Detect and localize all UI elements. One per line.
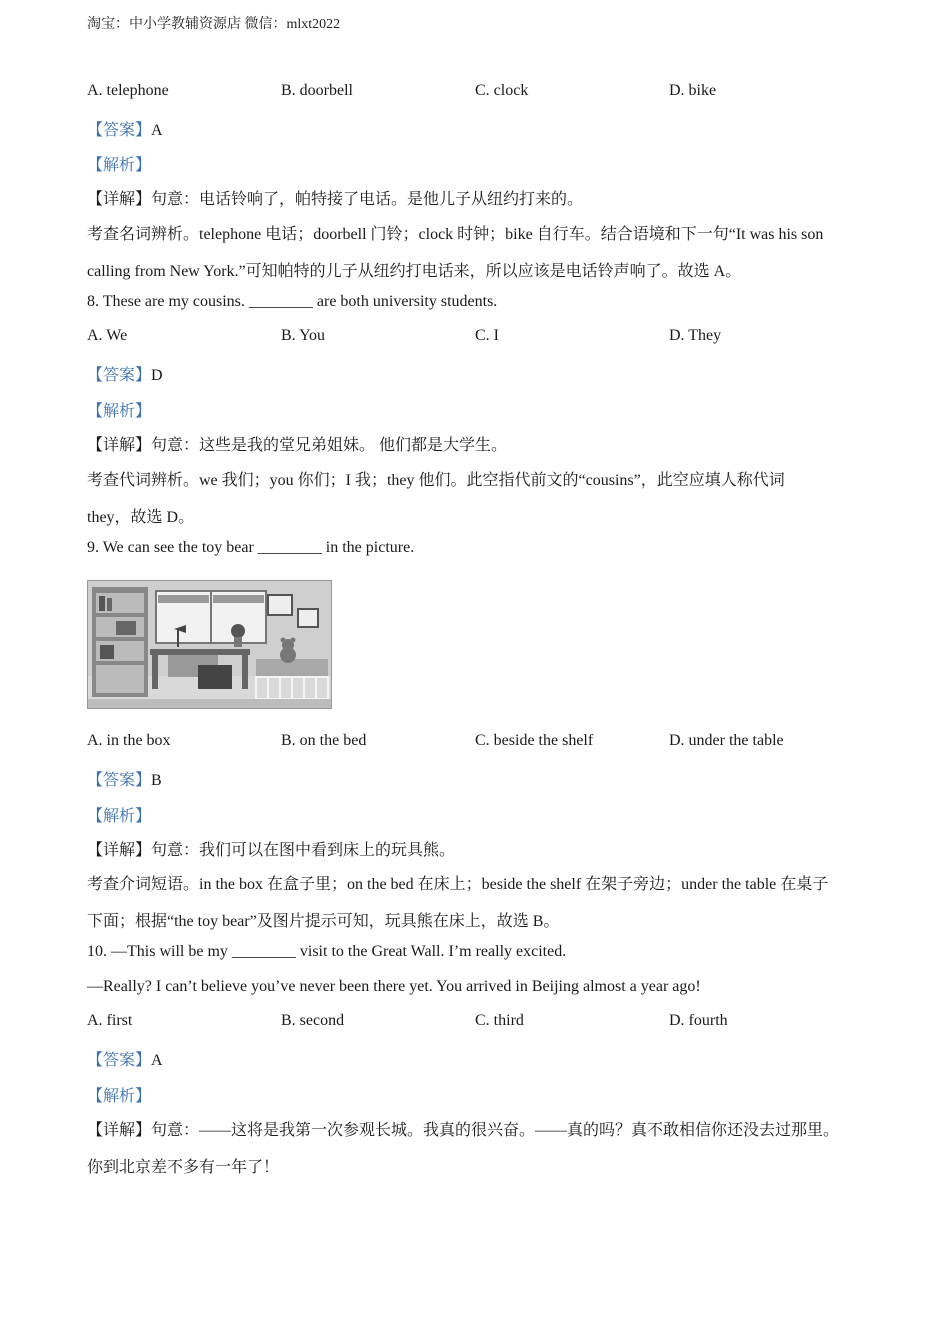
q9-option-c: C. beside the shelf: [475, 732, 594, 749]
q10-detail-2: 你到北京差不多有一年了！: [87, 1159, 280, 1176]
q9-answer-line: [87, 767, 162, 790]
q7-analysis-tag: 【解析】: [87, 157, 152, 174]
q8-answer-line: [87, 362, 163, 385]
bedroom-picture: [87, 580, 332, 709]
q10-analysis-tag: 【解析】: [87, 1088, 152, 1105]
q8-answer: D: [151, 367, 163, 384]
q10-reply: —Really? I can’t believe you’ve never been there yet. You arrived in Beijing almost a year ago!: [87, 978, 701, 995]
q8-option-c: C. I: [475, 327, 499, 344]
q8-question: 8. These are my cousins. ________ are both university students.: [87, 293, 498, 310]
q10-option-b: B. second: [281, 1012, 345, 1029]
page-header: 淘宝：中小学教辅资源店 微信：mlxt2022: [87, 17, 341, 32]
bedroom-illustration: [88, 581, 331, 708]
q7-option-a: A. telephone: [87, 82, 169, 99]
q9-answer: B: [151, 772, 162, 789]
q9-option-b: B. on the bed: [281, 732, 367, 749]
q7-explain-2: calling from New York.”可知帕特的儿子从纽约打电话来，所以应该是电话铃声响了。故选 A。: [87, 263, 742, 280]
q8-analysis-tag: 【解析】: [87, 403, 152, 420]
q10-answer-line: [87, 1047, 163, 1070]
q8-option-a: A. We: [87, 327, 128, 344]
answer-tag: 【答案】: [87, 1052, 152, 1069]
answer-tag: 【答案】: [87, 772, 152, 789]
q10-answer: A: [151, 1052, 163, 1069]
q9-analysis-tag: 【解析】: [87, 808, 152, 825]
q10-option-a: A. first: [87, 1012, 133, 1029]
q10-detail-1: 【详解】句意：——这将是我第一次参观长城。我真的很兴奋。——真的吗？真不敢相信你还没去过那里。: [87, 1122, 840, 1139]
q7-option-b: B. doorbell: [281, 82, 353, 99]
q8-detail: 【详解】句意：这些是我的堂兄弟姐妹。 他们都是大学生。: [87, 437, 508, 454]
q7-option-d: D. bike: [669, 82, 717, 99]
q9-option-d: D. under the table: [669, 732, 784, 749]
q9-question: 9. We can see the toy bear ________ in the picture.: [87, 539, 415, 556]
q10-option-c: C. third: [475, 1012, 524, 1029]
q7-explain-1: 考查名词辨析。telephone 电话；doorbell 门铃；clock 时钟；bike 自行车。结合语境和下一句“It was his son: [87, 226, 824, 243]
q7-answer: A: [151, 122, 163, 139]
q7-detail: 【详解】句意：电话铃响了，帕特接了电话。是他儿子从纽约打来的。: [87, 191, 584, 208]
q8-option-b: B. You: [281, 327, 326, 344]
q10-option-d: D. fourth: [669, 1012, 728, 1029]
q8-explain-2: they，故选 D。: [87, 509, 195, 526]
q9-explain-2: 下面；根据“the toy bear”及图片提示可知，玩具熊在床上，故选 B。: [87, 913, 560, 930]
q7-option-c: C. clock: [475, 82, 529, 99]
q8-option-d: D. They: [669, 327, 722, 344]
q9-detail: 【详解】句意：我们可以在图中看到床上的玩具熊。: [87, 842, 456, 859]
q7-answer-line: [87, 117, 163, 140]
answer-tag: 【答案】: [87, 122, 152, 139]
q9-explain-1: 考查介词短语。in the box 在盒子里；on the bed 在床上；beside the shelf 在架子旁边；under the table 在桌子: [87, 876, 829, 893]
q10-question: 10. —This will be my ________ visit to the Great Wall. I’m really excited.: [87, 943, 567, 960]
q9-option-a: A. in the box: [87, 732, 171, 749]
answer-tag: 【答案】: [87, 367, 152, 384]
q8-explain-1: 考查代词辨析。we 我们；you 你们；I 我；they 他们。此空指代前文的“cousins”，此空应填人称代词: [87, 472, 785, 489]
